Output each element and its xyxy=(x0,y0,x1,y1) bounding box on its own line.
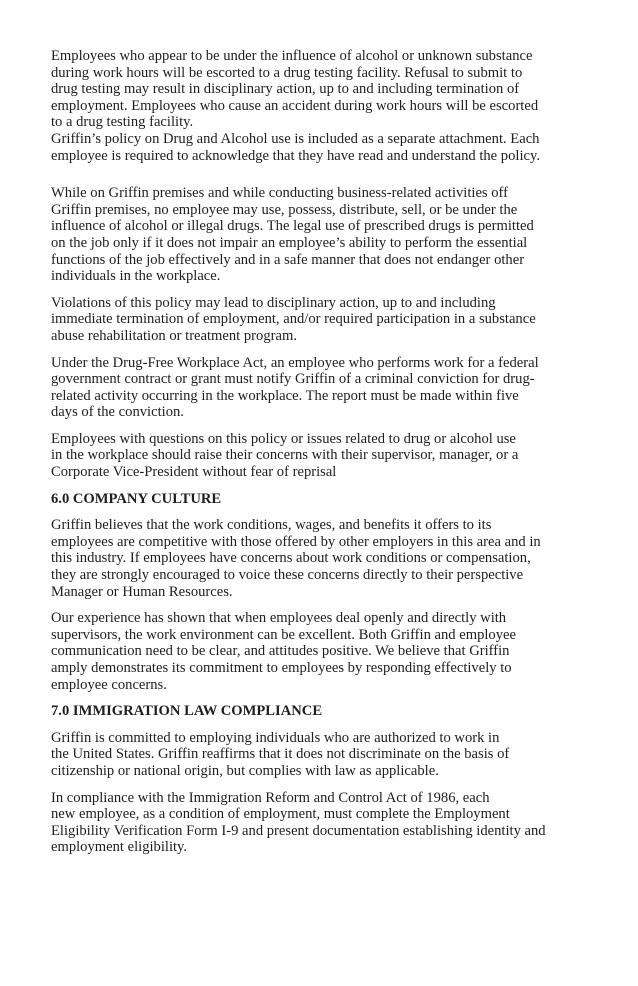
text-line: in the workplace should raise their concerns with their supervisor, manager, or a xyxy=(51,447,519,464)
text-line: employee concerns. xyxy=(51,676,167,693)
text-line: employee is required to acknowledge that they have read and understand the policy. xyxy=(51,147,540,164)
text-line: Griffin believes that the work conditions, wages, and benefits it offers to its xyxy=(51,517,492,534)
text-line: Eligibility Verification Form I-9 and present documentation establishing identity and xyxy=(51,822,546,839)
text-line: abuse rehabilitation or treatment program. xyxy=(51,327,297,344)
text-line: employment eligibility. xyxy=(51,839,188,856)
text-line: they are strongly encouraged to voice these concerns directly to their perspective xyxy=(51,567,524,584)
text-line: Corporate Vice-President without fear of reprisal xyxy=(51,464,337,481)
text-line: Griffin is committed to employing individuals who are authorized to work in xyxy=(51,729,500,746)
heading-text: 6.0 COMPANY CULTURE xyxy=(51,490,222,507)
section-heading-immigration-compliance xyxy=(51,703,599,720)
text-line: citizenship or national origin, but complies with law as applicable. xyxy=(51,762,439,779)
text-line: influence of alcohol or illegal drugs. The legal use of prescribed drugs is permitted xyxy=(51,218,534,235)
text-line: amply demonstrates its commitment to employees by responding effectively to xyxy=(51,660,512,676)
text-line: Violations of this policy may lead to disciplinary action, up to and including xyxy=(51,294,496,311)
paragraph-experience xyxy=(51,610,599,693)
text-line: Employees who appear to be under the influence of alcohol or unknown substance xyxy=(51,48,533,64)
heading-text: 7.0 IMMIGRATION LAW COMPLIANCE xyxy=(51,703,323,720)
text-line: Manager or Human Resources. xyxy=(51,583,233,600)
paragraph-work-conditions xyxy=(51,517,599,600)
text-line: employees are competitive with those offered by other employers in this area and in xyxy=(51,533,541,550)
text-line: days of the conviction. xyxy=(51,404,184,421)
paragraph-irca-i9 xyxy=(51,790,599,856)
text-line: during work hours will be escorted to a drug testing facility. Refusal to submit to xyxy=(51,64,523,81)
text-line: related activity occurring in the workplace. The report must be made within five xyxy=(51,387,519,404)
paragraph-questions xyxy=(51,431,599,481)
text-line: supervisors, the work environment can be excellent. Both Griffin and employee xyxy=(51,626,516,643)
paragraph-drug-free-act xyxy=(51,355,599,421)
text-line: Griffin’s policy on Drug and Alcohol use is included as a separate attachment. Each xyxy=(51,130,540,147)
paragraph-authorized-work xyxy=(51,730,599,780)
text-line: communication need to be clear, and attitudes positive. We believe that Griffin xyxy=(51,643,510,660)
document-page xyxy=(51,48,599,866)
text-line: the United States. Griffin reaffirms that it does not discriminate on the basis of xyxy=(51,746,510,763)
text-line: individuals in the workplace. xyxy=(51,268,221,285)
text-line: functions of the job effectively and in a safe manner that does not endanger other xyxy=(51,251,525,268)
text-line: immediate termination of employment, and/or required participation in a substance xyxy=(51,311,536,328)
text-line: Griffin premises, no employee may use, possess, distribute, sell, or be under the xyxy=(51,201,518,218)
text-line: In compliance with the Immigration Reform and Control Act of 1986, each xyxy=(51,789,490,806)
text-line: to a drug testing facility. xyxy=(51,114,194,131)
text-line: drug testing may result in disciplinary action, up to and including termination of xyxy=(51,81,520,98)
paragraph-premises-policy xyxy=(51,185,599,285)
text-line: on the job only if it does not impair an employee’s ability to perform the essential xyxy=(51,234,528,251)
text-line: Under the Drug-Free Workplace Act, an employee who performs work for a federal xyxy=(51,354,539,371)
text-line: government contract or grant must notify Griffin of a criminal conviction for drug- xyxy=(51,371,535,388)
text-line: Employees with questions on this policy or issues related to drug or alcohol use xyxy=(51,430,516,447)
paragraph-violations xyxy=(51,295,599,345)
text-line: Our experience has shown that when employees deal openly and directly with xyxy=(51,610,507,627)
section-heading-company-culture xyxy=(51,491,599,508)
text-line: While on Griffin premises and while conducting business-related activities off xyxy=(51,185,509,202)
paragraph-escort-testing xyxy=(51,48,599,164)
text-line: new employee, as a condition of employment, must complete the Employment xyxy=(51,806,510,823)
text-line: this industry. If employees have concerns about work conditions or compensation, xyxy=(51,550,531,567)
text-line: employment. Employees who cause an accident during work hours will be escorted xyxy=(51,97,539,114)
